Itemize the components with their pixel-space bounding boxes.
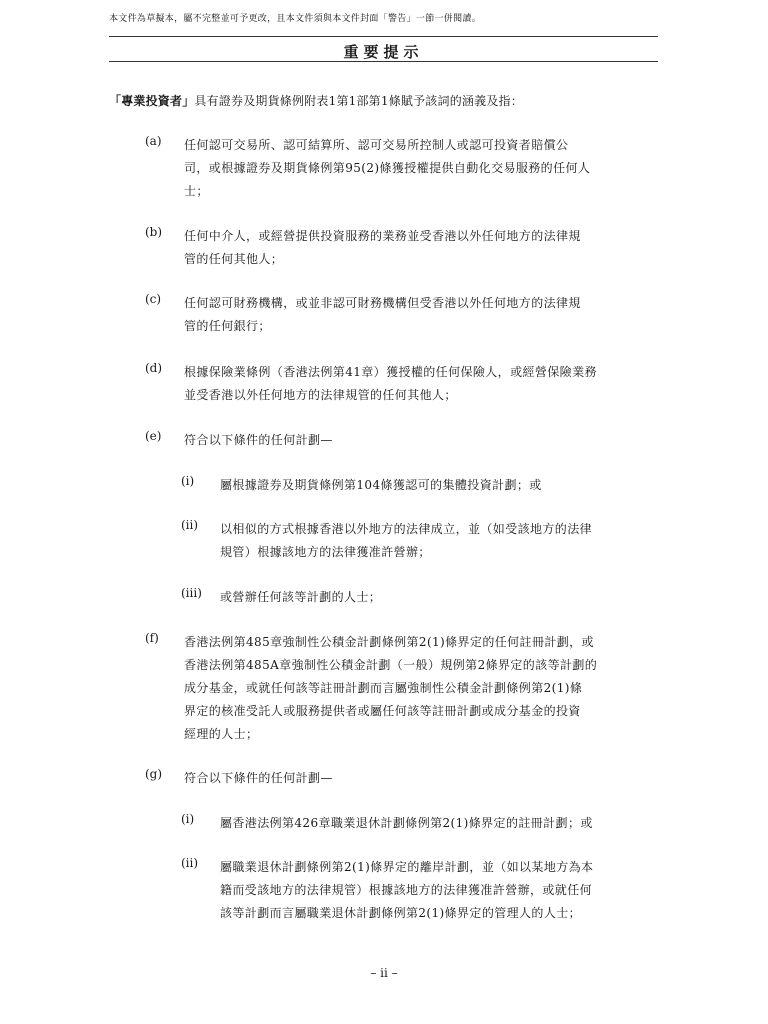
header-rule-bottom — [109, 61, 658, 62]
clause-text — [184, 429, 658, 452]
subclause-line: 屬根據證券及期貨條例第104條獲認可的集體投資計劃；或 — [220, 478, 542, 492]
subclause-label: (iii) — [181, 586, 202, 600]
definition-intro — [109, 92, 523, 109]
subclause-text — [220, 856, 658, 925]
clause-line: 士； — [184, 184, 209, 198]
clause-line: 管的任何銀行； — [184, 319, 271, 333]
clause-label: (e) — [145, 429, 162, 443]
clause-line: 成分基金，或就任何該等註冊計劃而言屬強制性公積金計劃條例第2(1)條 — [184, 681, 583, 695]
clause-line: 管的任何其他人； — [184, 252, 284, 266]
clause-text — [184, 767, 658, 790]
page-number: – ii – — [370, 966, 398, 980]
clause-line: 任何中介人，或經營提供投資服務的業務並受香港以外任何地方的法律規 — [184, 229, 581, 243]
subclause-line: 或營辦任何該等計劃的人士； — [220, 590, 382, 604]
subclause-line: 以相似的方式根據香港以外地方的法律成立，並（如受該地方的法律 — [220, 522, 593, 536]
definition-text: 具有證券及期貨條例附表1第1部第1條賦予該詞的涵義及指： — [194, 94, 523, 108]
header-rule-top — [109, 36, 658, 37]
subclause-text — [220, 586, 658, 609]
clause-line: 經理的人士； — [184, 727, 259, 741]
clause-line: 任何認可財務機構，或並非認可財務機構但受香港以外任何地方的法律規 — [184, 296, 581, 310]
clause-text — [184, 292, 658, 338]
clause-line: 香港法例第485A章強制性公積金計劃（一般）規例第2條界定的該等計劃的 — [184, 658, 598, 672]
subclause-text — [220, 518, 658, 564]
clause-line: 符合以下條件的任何計劃— — [184, 433, 333, 447]
clause-label: (b) — [145, 225, 163, 239]
subclause-label: (i) — [181, 812, 195, 826]
clause-label: (g) — [145, 767, 163, 781]
defined-term: 「專業投資者」 — [109, 94, 195, 108]
subclause-line: 籍而受該地方的法律規管）根據該地方的法律獲准許營辦，或就任何 — [220, 883, 593, 897]
subclause-text — [220, 812, 658, 835]
clause-text — [184, 134, 658, 203]
subclause-line: 該等計劃而言屬職業退休計劃條例第2(1)條界定的管理人的人士； — [220, 906, 582, 920]
clause-text — [184, 631, 658, 746]
clause-line: 界定的核准受託人或服務提供者或屬任何該等註冊計劃或成分基金的投資 — [184, 704, 581, 718]
clause-text — [184, 361, 658, 407]
clause-line: 符合以下條件的任何計劃— — [184, 771, 333, 785]
subclause-label: (ii) — [181, 518, 199, 532]
subclause-label: (i) — [181, 474, 195, 488]
subclause-line: 屬職業退休計劃條例第2(1)條界定的離岸計劃，並（如以某地方為本 — [220, 860, 594, 874]
subclause-line: 規管）根據該地方的法律獲准許營辦； — [220, 545, 431, 559]
clause-line: 並受香港以外任何地方的法律規管的任何其他人； — [184, 388, 457, 402]
clause-label: (f) — [145, 631, 159, 645]
subclause-line: 屬香港法例第426章職業退休計劃條例第2(1)條界定的註冊計劃；或 — [220, 816, 593, 830]
draft-disclaimer: 本文件為草擬本，屬不完整並可予更改，且本文件須與本文件封面「警告」一節一併閱讀。 — [109, 14, 482, 24]
clause-text — [184, 225, 658, 271]
clause-line: 司，或根據證券及期貨條例第95(2)條獲授權提供自動化交易服務的任何人 — [184, 161, 591, 175]
subclause-label: (ii) — [181, 856, 199, 870]
subclause-text — [220, 474, 658, 497]
clause-label: (c) — [145, 292, 162, 306]
clause-line: 任何認可交易所、認可結算所、認可交易所控制人或認可投資者賠償公 — [184, 138, 569, 152]
clause-label: (d) — [145, 361, 163, 375]
clause-label: (a) — [145, 134, 162, 148]
clause-line: 香港法例第485章強制性公積金計劃條例第2(1)條界定的任何註冊計劃，或 — [184, 635, 594, 649]
page-title: 重要提示 — [343, 43, 424, 61]
clause-line: 根據保險業條例（香港法例第41章）獲授權的任何保險人，或經營保險業務 — [184, 365, 597, 379]
